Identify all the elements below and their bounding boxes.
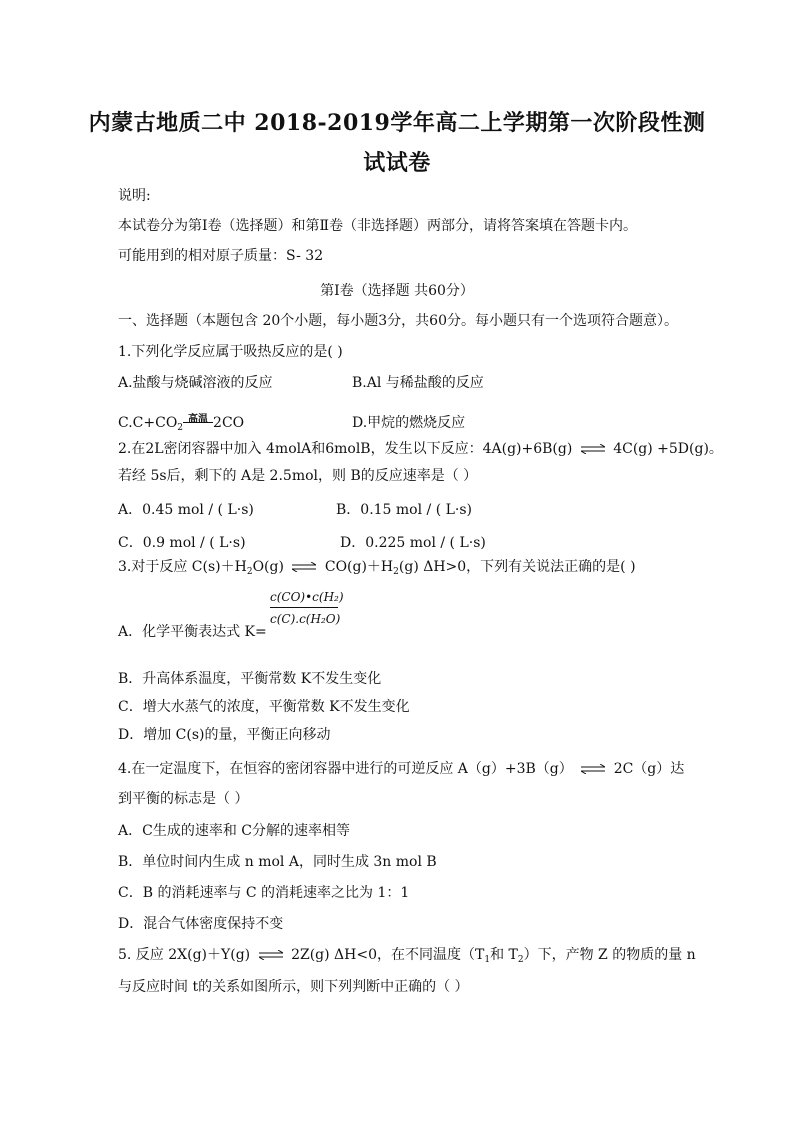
- q2-option-d: D．0.225 mol / ( L·s): [340, 535, 486, 551]
- equilibrium-constant-fraction: [270, 590, 346, 626]
- q3-subscript1: 2: [246, 567, 253, 577]
- q3-option-c: C．增大水蒸气的浓度，平衡常数 K不发生变化: [118, 699, 410, 715]
- condition-label: 高温: [188, 414, 209, 425]
- q3-stem-part4: (g) ΔH>0，下列有关说法正确的是( ): [398, 559, 636, 575]
- q2-option-b: B．0.15 mol / ( L·s): [336, 502, 473, 518]
- q1-option-c: [118, 414, 244, 437]
- q4-option-b: B．单位时间内生成 n mol A，同时生成 3n mol B: [118, 854, 437, 870]
- section1-instruction: 一、选择题（本题包含 20个小题，每小题3分，共60分。每小题只有一个选项符合题意）。: [118, 313, 678, 329]
- exam-title-line2: 试试卷: [363, 150, 431, 176]
- reaction-condition-arrow: [183, 414, 213, 427]
- q3-subscript2: 2: [393, 567, 399, 577]
- q2-option-c: C．0.9 mol / ( L·s): [118, 535, 246, 551]
- q4-option-a: A．C生成的速率和 C分解的速率相等: [118, 823, 350, 839]
- q2-option-a: A．0.45 mol / ( L·s): [118, 502, 254, 518]
- equilibrium-arrow-icon: [292, 562, 316, 572]
- q5-stem-middle2: 和 T: [490, 947, 518, 963]
- equilibrium-arrow-icon: [259, 950, 283, 960]
- q2-stem-line2: 若经 5s后，剩下的 A是 2.5mol，则 B的反应速率是（ ）: [118, 468, 478, 484]
- q5-subscript1: 1: [484, 955, 491, 965]
- q3-stem-part2: O(g): [252, 559, 284, 575]
- q3-option-d: D．增加 C(s)的量，平衡正向移动: [118, 727, 331, 743]
- q2-stem-end: 4C(g) +5D(g)。: [613, 441, 723, 457]
- q3-stem-part3: CO(g)＋H: [324, 559, 394, 575]
- q1-stem: 1.下列化学反应属于吸热反应的是( ): [118, 344, 343, 360]
- q3-stem-part1: 3.对于反应 C(s)＋H: [118, 559, 247, 575]
- q4-option-c: C．B 的消耗速率与 C 的消耗速率之比为 1：1: [118, 885, 410, 901]
- intro-heading: 说明:: [118, 188, 151, 204]
- q3-option-b: B．升高体系温度，平衡常数 K不发生变化: [118, 671, 382, 687]
- q1-option-a: A.盐酸与烧碱溶液的反应: [118, 375, 273, 391]
- equilibrium-arrow-icon: [581, 444, 605, 454]
- q2-stem-start: 2.在2L密闭容器中加入 4molA和6molB，发生以下反应：4A(g)+6B(g): [118, 441, 573, 457]
- q5-subscript2: 2: [517, 955, 524, 965]
- q5-stem-middle: 2Z(g) ΔH<0，在不同温度（T: [291, 947, 485, 963]
- q5-stem-line2: 与反应时间 t的关系如图所示，则下列判断中正确的（ ）: [118, 979, 469, 995]
- section1-heading: 第Ⅰ卷（选择题 共60分）: [320, 283, 474, 299]
- q4-stem-end: 2C（g）达: [613, 761, 685, 777]
- q1-option-c-subscript: 2: [177, 423, 184, 433]
- q2-stem: [118, 440, 723, 458]
- fraction-numerator: c(CO)•c(H₂): [270, 590, 344, 604]
- q5-stem-start: 5. 反应 2X(g)＋Y(g): [118, 947, 251, 963]
- q1-option-d: D.甲烷的燃烧反应: [352, 415, 466, 431]
- q4-stem: [118, 760, 684, 778]
- fraction-denominator: c(C).c(H₂O): [270, 612, 341, 626]
- q4-stem-start: 4.在一定温度下，在恒容的密闭容器中进行的可逆反应 A（g）+3B（g）: [118, 761, 573, 777]
- q1-option-c-product: 2CO: [213, 415, 245, 431]
- q1-option-c-formula: C.C+CO: [118, 415, 178, 431]
- q5-stem: [118, 946, 696, 969]
- exam-title-line1: 内蒙古地质二中 2018-2019学年高二上学期第一次阶段性测: [88, 110, 706, 136]
- q3-stem: [118, 558, 636, 581]
- q5-stem-end: ）下，产物 Z 的物质的量 n: [523, 947, 696, 963]
- intro-description: 本试卷分为第Ⅰ卷（选择题）和第Ⅱ卷（非选择题）两部分，请将答案填在答题卡内。: [118, 218, 638, 234]
- atomic-mass-note: 可能用到的相对原子质量：S- 32: [118, 248, 324, 264]
- q4-stem-line2: 到平衡的标志是（ ）: [118, 791, 249, 807]
- q3-option-a: A．化学平衡表达式 K=: [118, 624, 267, 640]
- q4-option-d: D．混合气体密度保持不变: [118, 916, 284, 932]
- q1-option-b: B.Al 与稀盐酸的反应: [352, 375, 484, 391]
- equilibrium-arrow-icon: [581, 764, 605, 774]
